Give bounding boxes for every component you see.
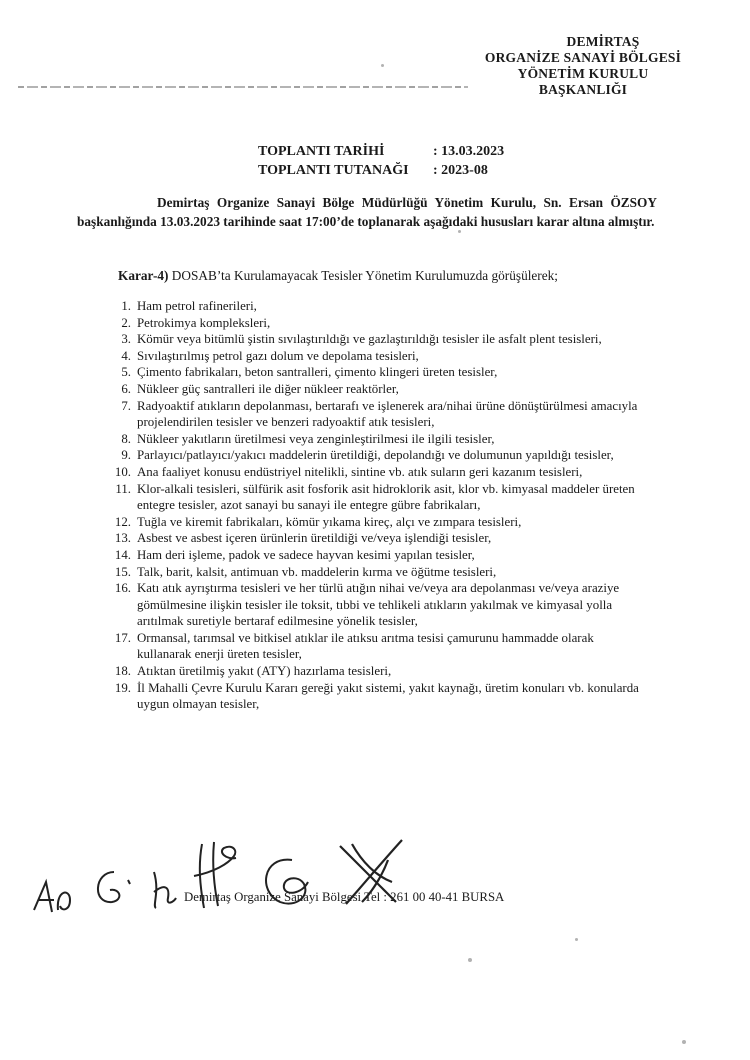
list-item (104, 663, 644, 680)
list-item (104, 348, 644, 365)
list-item-number: 4. (121, 348, 131, 363)
decision-text: DOSAB’ta Kurulamayacak Tesisler Yönetim Kurulumuzda görüşülerek; (168, 268, 558, 283)
list-item-number: 1. (121, 299, 131, 313)
list-item-text: Kömür veya bitümlü şistin sıvılaştırıldığı ve gazlaştırıldığı tesisler ile asfalt plent tesisleri, (137, 332, 602, 347)
list-item (104, 447, 644, 464)
meeting-date-row (258, 142, 543, 161)
list-item (104, 514, 644, 531)
list-item (104, 547, 644, 564)
list-item-text: Radyoaktif atıkların depolanması, bertarafı ve işlenerek ara/nihai ürüne dönüştürülmesi amacıyla projelendirilen tesisler ve benzeri radyoaktif atık tesisleri, (137, 398, 638, 430)
list-item-number: 13. (114, 531, 131, 546)
list-item-number: 17. (114, 630, 131, 645)
signature-3-icon (144, 862, 184, 912)
list-item (104, 398, 644, 431)
scan-speck (381, 64, 384, 67)
scan-speck (682, 1040, 686, 1044)
list-item-text: Talk, barit, kalsit, antimuan vb. maddelerin kırma ve öğütme tesisleri, (137, 564, 497, 579)
meeting-date-label: TOPLANTI TARİHİ (258, 144, 385, 159)
meeting-minutes-row (258, 161, 543, 180)
letterhead-line-2: ORGANİZE SANAYİ BÖLGESİ (484, 50, 682, 65)
list-item (104, 331, 644, 348)
list-item-number: 10. (114, 464, 131, 479)
list-item (104, 580, 644, 630)
list-item-text: Ham deri işleme, padok ve sadece hayvan kesimi yapılan tesisler, (137, 547, 475, 562)
list-item-number: 3. (121, 332, 131, 347)
list-item-number: 8. (121, 431, 131, 446)
list-item-number: 18. (114, 664, 131, 679)
list-item-number: 7. (121, 398, 131, 413)
list-item-number: 19. (114, 680, 131, 695)
list-item-text: Asbest ve asbest içeren ürünlerin üretildiği ve/veya işlendiği tesisler, (137, 531, 492, 546)
meeting-date-value: : 13.03.2023 (433, 144, 505, 159)
scan-speck (468, 958, 472, 962)
letterhead-line-1: DEMİRTAŞ (566, 34, 640, 49)
signature-4-icon (184, 836, 254, 911)
meeting-minutes-value: : 2023-08 (433, 163, 488, 178)
list-item-text: Ham petrol rafinerileri, (137, 299, 257, 313)
list-item (104, 381, 644, 398)
list-item (104, 630, 644, 663)
signature-5-icon (252, 852, 322, 912)
list-item (104, 564, 644, 581)
list-item-text: İl Mahalli Çevre Kurulu Kararı gereği yakıt sistemi, yakıt kaynağı, üretim konuları vb. konularda uygun olmayan tesisler, (137, 680, 639, 712)
list-item-text: Klor-alkali tesisleri, sülfürik asit fosforik asit hidroklorik asit, klor vb. kimyasal maddeler üreten entegre tesisler, azot sanayi bu sanayi ile entegre gübre fabrikaları, (137, 481, 635, 513)
scan-speck (575, 938, 578, 941)
list-item-number: 9. (121, 448, 131, 463)
list-item (104, 431, 644, 448)
decision-label: Karar-4) (118, 268, 169, 283)
list-item-number: 2. (121, 315, 131, 330)
decision-heading (118, 266, 678, 285)
scan-speck (458, 230, 461, 233)
list-item-text: Katı atık ayrıştırma tesisleri ve her türlü atığın nihai ve/veya ara depolanması ve/veya araziye gömülmesine ilişkin tesisler ile toksit, tıbbi ve tehlikeli atıkların yakılmak ve kimyasal yolla arıtılmak suretiyle bertaraf edilmesine yönelik tesisler, (137, 581, 620, 629)
list-item (104, 364, 644, 381)
meeting-info (258, 142, 543, 180)
list-item (104, 530, 644, 547)
list-item-text: Tuğla ve kiremit fabrikaları, kömür yıkama kireç, alçı ve zımpara tesisleri, (137, 514, 522, 529)
list-item-number: 6. (121, 381, 131, 396)
list-item (104, 315, 644, 332)
list-item (104, 680, 644, 713)
letterhead-line-4: BAŞKANLIĞI (538, 82, 628, 97)
letterhead (458, 34, 708, 98)
list-item-text: Nükleer yakıtların üretilmesi veya zenginleştirilmesi ile ilgili tesisler, (137, 431, 495, 446)
prohibited-facilities-list (104, 298, 644, 713)
intro-paragraph: Demirtaş Organize Sanayi Bölge Müdürlüğü Yönetim Kurulu, Sn. Ersan ÖZSOY başkanlığında 13.03.2023 tarihinde saat 17:00’de toplanarak aşağıdaki hususları karar altına almıştır. (77, 195, 657, 229)
list-item-text: Çimento fabrikaları, beton santralleri, çimento klingeri üreten tesisler, (137, 365, 498, 380)
list-item-number: 15. (114, 564, 131, 579)
list-item (104, 298, 644, 315)
list-item-number: 5. (121, 365, 131, 380)
signature-6-icon (332, 832, 412, 912)
list-item-text: Nükleer güç santralleri ile diğer nükleer reaktörler, (137, 381, 399, 396)
list-item-text: Sıvılaştırılmış petrol gazı dolum ve depolama tesisleri, (137, 348, 419, 363)
list-item-text: Petrokimya kompleksleri, (137, 315, 271, 330)
signature-footer (24, 840, 584, 920)
list-item (104, 464, 644, 481)
meeting-minutes-label: TOPLANTI TUTANAĞI (258, 163, 409, 178)
list-item-text: Parlayıcı/patlayıcı/yakıcı maddelerin üretildiği, depolandığı ve dolumunun yapıldığı tesisler, (137, 448, 614, 463)
letterhead-line-3: YÖNETİM KURULU (517, 66, 649, 81)
list-item (104, 481, 644, 514)
list-item-number: 14. (114, 547, 131, 562)
list-item-text: Ormansal, tarımsal ve bitkisel atıklar ile atıksu arıtma tesisi çamurunu hammadde olarak kullanarak enerji üreten tesisler, (137, 630, 594, 662)
list-item-text: Ana faaliyet konusu endüstriyel nitelikli, sintine vb. atık suların geri kazanım tesisleri, (137, 464, 583, 479)
signature-2-icon (84, 862, 144, 912)
footer-contact-line: Demirtaş Organize Sanayi Bölgesi Tel : 261 00 40-41 BURSA (184, 890, 505, 904)
list-item-number: 11. (115, 481, 131, 496)
list-item-number: 12. (114, 514, 131, 529)
list-item-text: Atıktan üretilmiş yakıt (ATY) hazırlama tesisleri, (137, 664, 392, 679)
scan-artifact-line (18, 86, 468, 88)
list-item-number: 16. (114, 581, 131, 596)
signature-1-icon (26, 870, 86, 920)
